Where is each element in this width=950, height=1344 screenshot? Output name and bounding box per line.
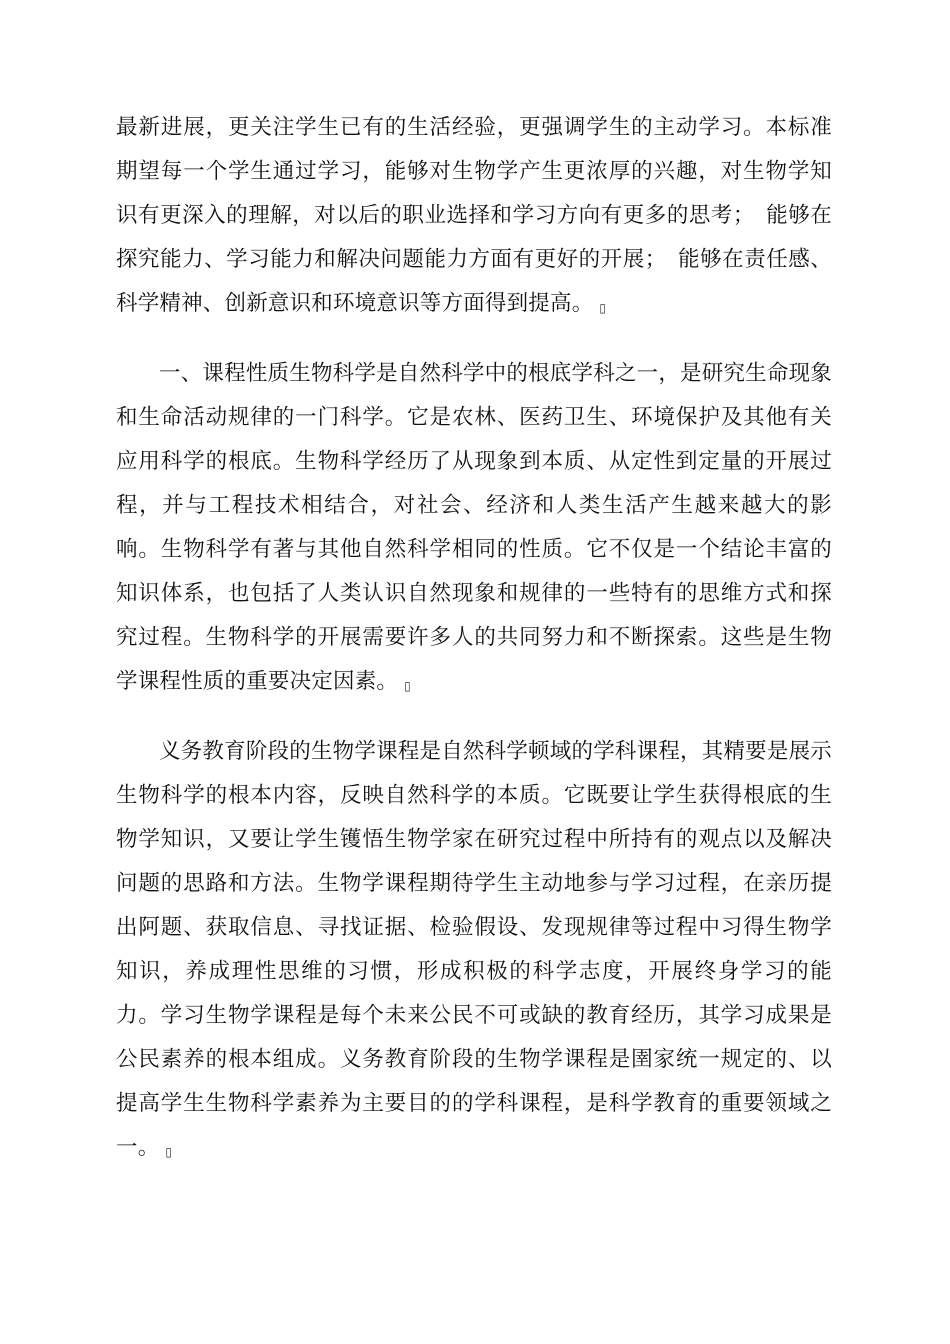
paragraph-standard-expectations	[116, 106, 832, 330]
paragraph-end-mark: ▯	[165, 1145, 173, 1159]
paragraph-end-mark: ▯	[599, 301, 607, 315]
document-body	[116, 106, 832, 1174]
paragraph-text: 一、课程性质生物科学是自然科学中的根底学科之一，是研究生命现象和生命活动规律的一门科学。它是农林、医药卫生、环境保护及其他有关应用科学的根底。生物科学经历了从现象到本质、从定性到定量的开展过程，并与工程技术相结合，对社会、经济和人类生活产生越来越大的影响。生物科学有著与其他自然科学相同的性质。它不仅是一个结论丰富的知识体系，也包括了人类认识自然现象和规律的一些特有的思维方式和探究过程。生物科学的开展需要许多人的共同努力和不断探索。这些是生物学课程性质的重要决定因素。	[116, 361, 832, 694]
paragraph-course-nature	[116, 352, 832, 708]
paragraph-end-mark: ▯	[404, 679, 411, 693]
paragraph-compulsory-education	[116, 730, 832, 1174]
paragraph-text: 义务教育阶段的生物学课程是自然科学顿域的学科课程，其精要是展示生物科学的根本内容，反映自然科学的本质。它既要让学生获得根底的生物学知识，又要让学生镬悟生物学家在研究过程中所持有的观点以及解决问题的思路和方法。生物学课程期待学生主动地参与学习过程，在亲历提出阿题、获取信息、寻找证据、检验假设、发现规律等过程中习得生物学知识，养成理性思维的习惯，形成积极的科学志度，开展终身学习的能力。学习生物学课程是每个未来公民不可或缺的教育经历，其学习成果是公民素养的根本组成。义务教育阶段的生物学课程是圉家统一规定的、以提高学生生物科学素养为主要目的的学科课程，是科学教育的重要领域之一。	[116, 739, 832, 1160]
paragraph-text: 最新进展，更关注学生已有的生活经验，更强调学生的主动学习。本标准期望每一个学生通过学习，能够对生物学产生更浓厚的兴趣，对生物学知识有更深入的理解，对以后的职业选择和学习方向有更多的思考； 能够在探究能力、学习能力和解决问题能力方面有更好的开展； 能够在责任感、科学精神、创新意识和环境意识等方面得到提高。	[116, 115, 832, 316]
